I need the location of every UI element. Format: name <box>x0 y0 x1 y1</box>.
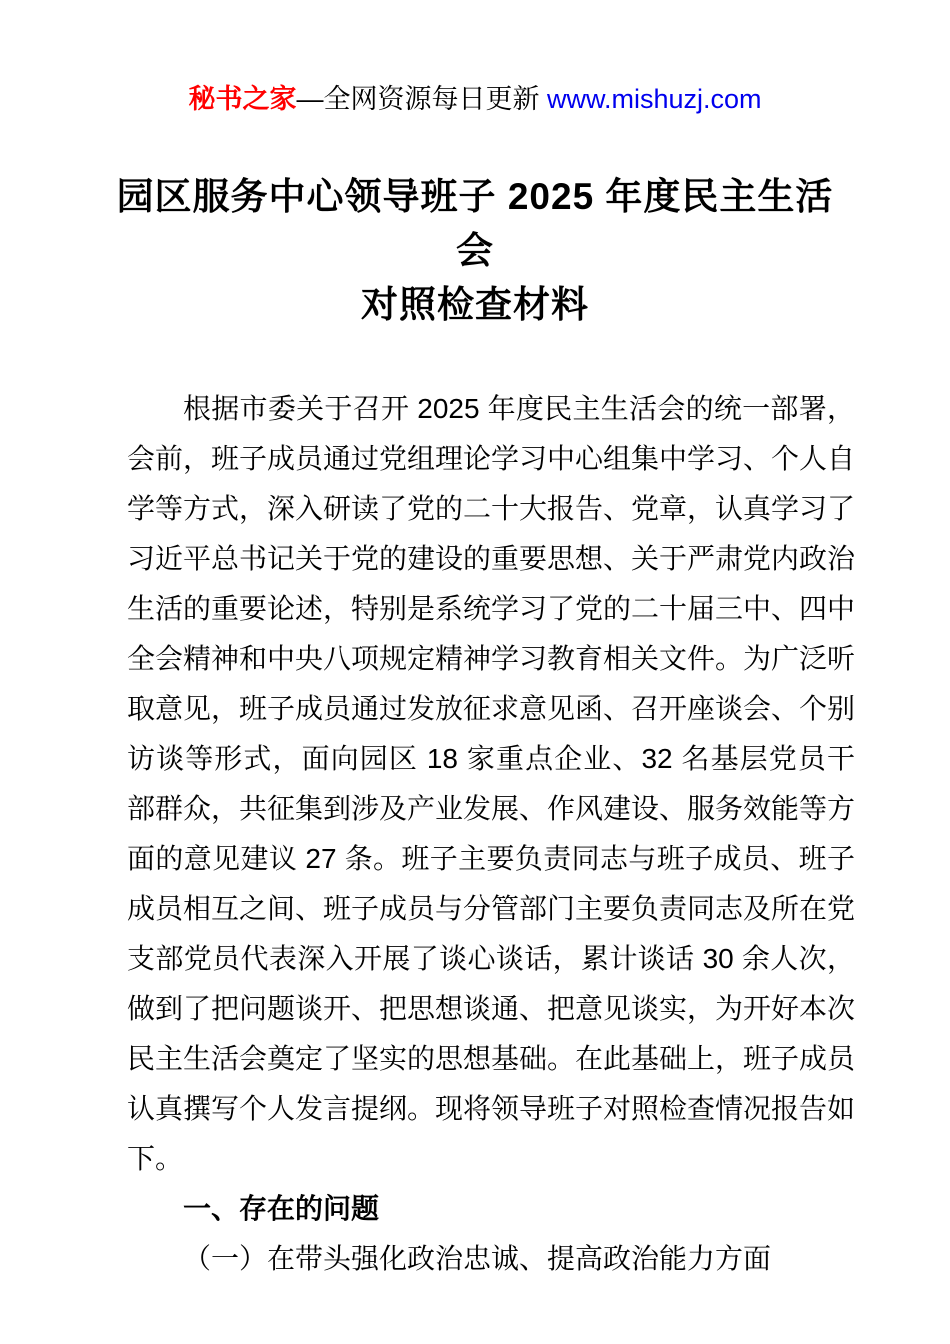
letterhead-tagline: —全网资源每日更新 <box>296 84 547 114</box>
letterhead-site-name: 秘书之家 <box>188 84 297 114</box>
subsection-heading-political-loyalty: （一）在带头强化政治忠诚、提高政治能力方面 <box>183 1243 772 1274</box>
intro-paragraph: 根据市委关于召开 2025 年度民主生活会的统一部署，会前，班子成员通过党组理论学习中心组集中学习、个人自学等方式，深入研读了党的二十大报告、党章，认真学习了习近平总书记关于党的建设的重要思想、关于严肃党内政治生活的重要论述，特别是系统学习了党的二十届三中、四中全会精神和中央八项规定精神学习教育相关文件。为广泛听取意见，班子成员通过发放征求意见函、召开座谈会、个别访谈等形式，面向园区 18 家重点企业、32 名基层党员干部群众，共征集到涉及产业发展、作风建设、服务效能等方面的意见建议 27 条。班子主要负责同志与班子成员、班子成员相互之间、班子成员与分管部门主要负责同志及所在党支部党员代表深入开展了谈心谈话，累计谈话 30 余人次，做到了把问题谈开、把思想谈通、把意见谈实，为开好本次民主生活会奠定了坚实的思想基础。在此基础上，班子成员认真撰写个人发言提纲。现将领导班子对照检查情况报告如下。 <box>127 393 856 1174</box>
page-title-line-2: 对照检查材料 <box>361 284 589 325</box>
document-body <box>127 384 855 1284</box>
letterhead <box>0 0 950 118</box>
page-title <box>0 170 950 332</box>
letterhead-url-link[interactable]: www.mishuzj.com <box>546 84 762 114</box>
page-title-line-1: 园区服务中心领导班子 2025 年度民主生活会 <box>116 176 834 271</box>
section-heading-problems: 一、存在的问题 <box>183 1193 380 1224</box>
